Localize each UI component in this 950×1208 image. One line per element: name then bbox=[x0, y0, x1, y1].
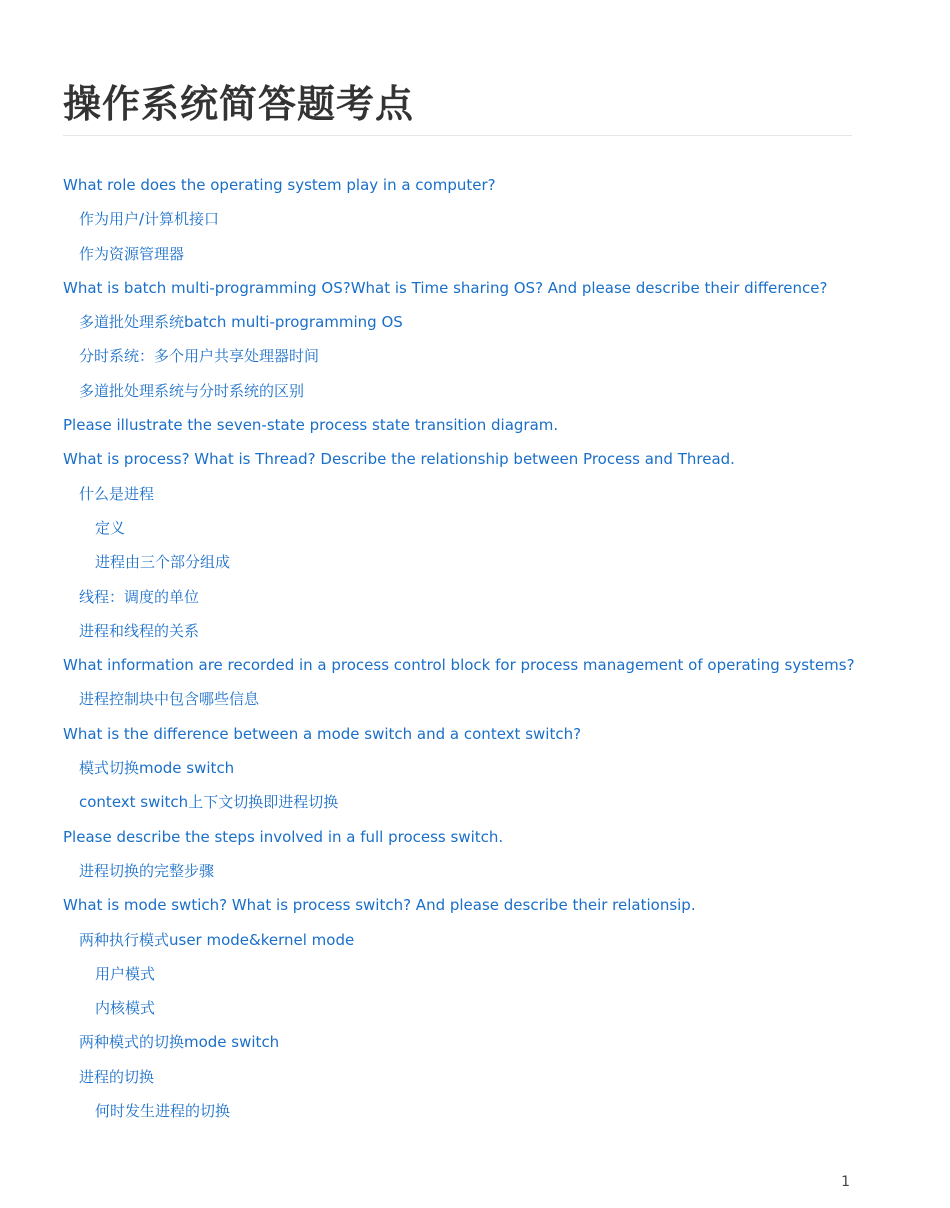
toc-entry bbox=[63, 339, 863, 373]
toc-entry bbox=[63, 271, 863, 305]
toc-entry bbox=[63, 237, 863, 271]
toc-link-level-1[interactable]: Please illustrate the seven-state process state transition diagram. bbox=[63, 416, 559, 435]
toc-entry bbox=[63, 923, 863, 957]
toc-entry bbox=[63, 648, 863, 682]
toc-link-level-2[interactable]: 两种执行模式user mode&kernel mode bbox=[79, 930, 355, 949]
toc-link-level-3[interactable]: 用户模式 bbox=[95, 964, 156, 983]
toc-link-level-3[interactable]: 何时发生进程的切换 bbox=[95, 1102, 231, 1121]
toc-link-level-2[interactable]: 作为资源管理器 bbox=[79, 244, 185, 263]
toc-link-level-2[interactable]: 进程和线程的关系 bbox=[79, 621, 200, 640]
toc-link-level-2[interactable]: 进程的切换 bbox=[79, 1067, 155, 1086]
toc-link-level-1[interactable]: What information are recorded in a process control block for process management of operating systems? bbox=[63, 656, 855, 675]
toc-link-level-2[interactable]: 线程：调度的单位 bbox=[79, 587, 200, 606]
toc-entry bbox=[63, 168, 863, 202]
table-of-contents bbox=[63, 168, 863, 1128]
toc-link-level-2[interactable]: 进程控制块中包含哪些信息 bbox=[79, 690, 260, 709]
toc-link-level-2[interactable]: 进程切换的完整步骤 bbox=[79, 861, 215, 880]
toc-link-level-2[interactable]: context switch上下文切换即进程切换 bbox=[79, 793, 339, 812]
toc-link-level-1[interactable]: Please describe the steps involved in a full process switch. bbox=[63, 827, 504, 846]
toc-link-level-2[interactable]: 作为用户/计算机接口 bbox=[79, 210, 220, 229]
toc-link-level-2[interactable]: 分时系统：多个用户共享处理器时间 bbox=[79, 347, 320, 366]
toc-entry bbox=[63, 888, 863, 922]
toc-entry bbox=[63, 477, 863, 511]
toc-link-level-1[interactable]: What is the difference between a mode switch and a context switch? bbox=[63, 724, 582, 743]
toc-link-level-3[interactable]: 进程由三个部分组成 bbox=[95, 553, 231, 572]
toc-entry bbox=[63, 682, 863, 716]
toc-entry bbox=[63, 202, 863, 236]
toc-entry bbox=[63, 408, 863, 442]
toc-entry bbox=[63, 1094, 863, 1128]
toc-entry bbox=[63, 820, 863, 854]
toc-link-level-1[interactable]: What is batch multi-programming OS?What is Time sharing OS? And please describe their difference? bbox=[63, 278, 828, 297]
toc-entry bbox=[63, 751, 863, 785]
toc-link-level-1[interactable]: What is mode swtich? What is process switch? And please describe their relationsip. bbox=[63, 896, 696, 915]
toc-entry bbox=[63, 1025, 863, 1059]
toc-entry bbox=[63, 1060, 863, 1094]
toc-link-level-3[interactable]: 内核模式 bbox=[95, 999, 156, 1018]
toc-link-level-1[interactable]: What is process? What is Thread? Describe the relationship between Process and Thread. bbox=[63, 450, 735, 469]
toc-link-level-2[interactable]: 多道批处理系统batch multi-programming OS bbox=[79, 313, 403, 332]
toc-entry bbox=[63, 785, 863, 819]
toc-link-level-1[interactable]: What role does the operating system play in a computer? bbox=[63, 176, 496, 194]
toc-entry bbox=[63, 545, 863, 579]
title-divider bbox=[63, 135, 852, 136]
toc-entry bbox=[63, 957, 863, 991]
toc-entry bbox=[63, 511, 863, 545]
page-title: 操作系统简答题考点 bbox=[63, 82, 415, 126]
toc-entry bbox=[63, 991, 863, 1025]
toc-entry bbox=[63, 305, 863, 339]
toc-entry bbox=[63, 854, 863, 888]
page-number: 1 bbox=[841, 1174, 850, 1190]
toc-link-level-2[interactable]: 模式切换mode switch bbox=[79, 759, 235, 778]
toc-entry bbox=[63, 717, 863, 751]
toc-entry bbox=[63, 580, 863, 614]
toc-entry bbox=[63, 442, 863, 476]
toc-entry bbox=[63, 374, 863, 408]
toc-link-level-2[interactable]: 什么是进程 bbox=[79, 484, 155, 503]
toc-link-level-3[interactable]: 定义 bbox=[95, 518, 126, 537]
toc-link-level-2[interactable]: 多道批处理系统与分时系统的区别 bbox=[79, 381, 305, 400]
toc-link-level-2[interactable]: 两种模式的切换mode switch bbox=[79, 1033, 280, 1052]
toc-entry bbox=[63, 614, 863, 648]
